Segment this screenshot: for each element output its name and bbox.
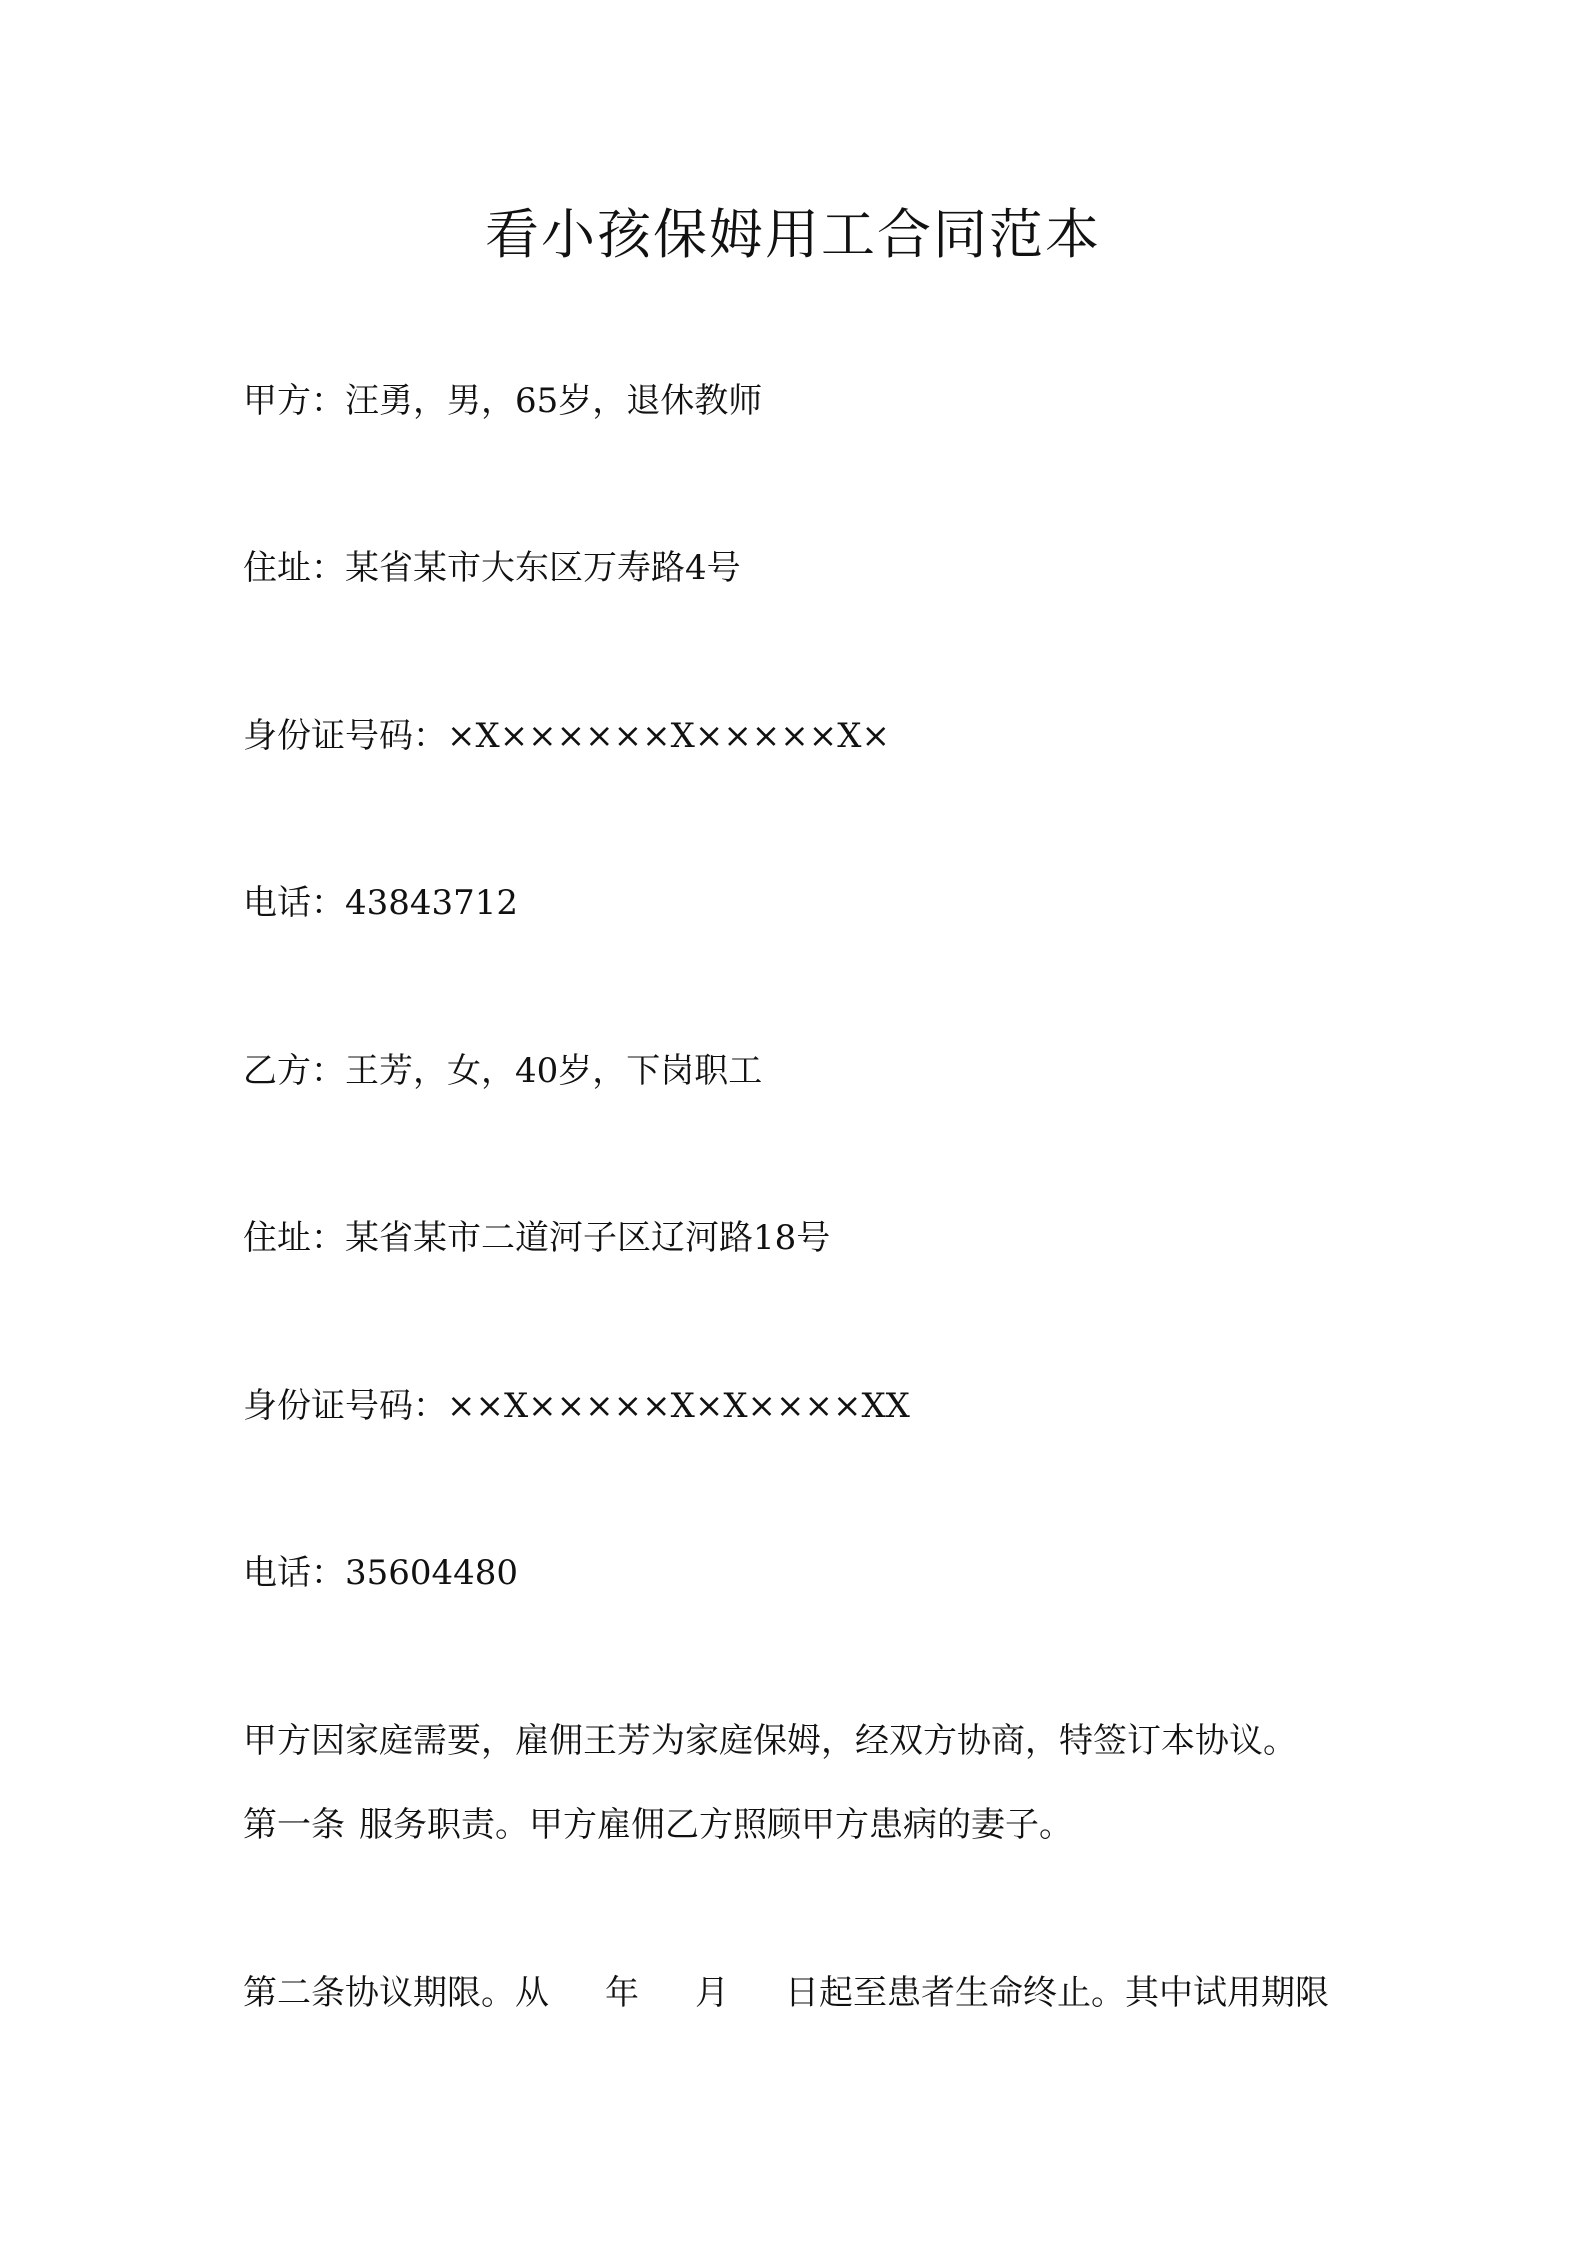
article-2 (243, 1970, 1443, 2016)
article-1-text: 服务职责。甲方雇佣乙方照顾甲方患病的妻子。 (359, 1805, 1073, 1845)
party-a-id-number: 身份证号码：×X××××××X×××××X× (243, 716, 890, 756)
preamble-paragraph: 甲方因家庭需要，雇佣王芳为家庭保姆，经双方协商，特签订本协议。 (243, 1721, 1297, 1761)
document-title: 看小孩保姆用工合同范本 (485, 203, 1101, 266)
party-b-phone: 电话：35604480 (243, 1553, 519, 1593)
party-b-address: 住址：某省某市二道河子区辽河路18号 (243, 1218, 831, 1258)
party-a-address: 住址：某省某市大东区万寿路4号 (243, 548, 741, 588)
party-a-intro: 甲方：汪勇，男，65岁，退休教师 (243, 381, 763, 421)
article-2-part-2: 年 (605, 1973, 639, 2013)
article-2-part-4: 日起至患者生命终止。其中试用期限 (785, 1973, 1329, 2013)
article-1-heading: 第一条 (243, 1805, 345, 1845)
article-2-part-3: 月 (695, 1973, 729, 2013)
article-2-part-1: 第二条协议期限。从 (243, 1973, 549, 2013)
party-a-phone: 电话：43843712 (243, 883, 519, 923)
party-b-id-number: 身份证号码：××X×××××X×X××××XX (243, 1386, 910, 1426)
article-1 (243, 1802, 1443, 1848)
party-b-intro: 乙方：王芳，女，40岁，下岗职工 (243, 1051, 763, 1091)
